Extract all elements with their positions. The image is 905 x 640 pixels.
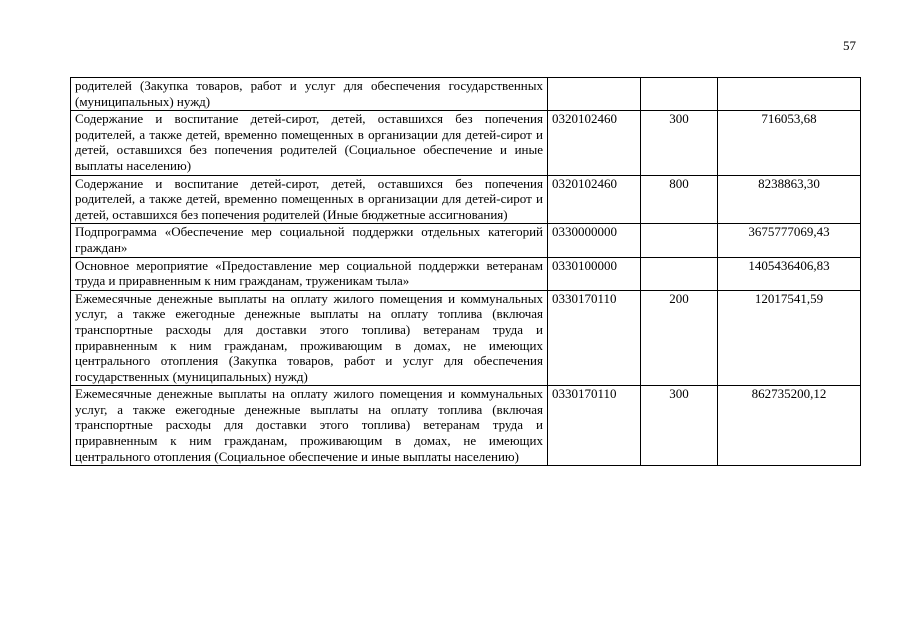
row-name-cell: Ежемесячные денежные выплаты на оплату жилого помещения и коммунальных услуг, а также ежегодные денежные выплаты на оплату топлива (включая транспортные расходы для доставки этого топлива) ветеранам труда и приравненным к ним гражданам, проживающим в домах, не имеющих центрального отопления (Закупка товаров, работ и услуг для обеспечения государственных (муниципальных) нужд) — [71, 290, 548, 386]
row-code-cell: 0330000000 — [548, 224, 641, 257]
row-amount-cell: 1405436406,83 — [718, 257, 861, 290]
row-expense-type-cell — [641, 224, 718, 257]
row-expense-type-cell: 200 — [641, 290, 718, 386]
row-name-cell: Основное мероприятие «Предоставление мер социальной поддержки ветеранам труда и приравненным к ним гражданам, труженикам тыла» — [71, 257, 548, 290]
row-name-cell: Содержание и воспитание детей-сирот, детей, оставшихся без попечения родителей, а также детей, временно помещенных в организации для детей-сирот и детей, оставшихся без попечения родителей (Социальное обеспечение и иные выплаты населению) — [71, 111, 548, 175]
row-code-cell: 0330170110 — [548, 290, 641, 386]
table-row — [71, 78, 861, 111]
row-amount-cell: 12017541,59 — [718, 290, 861, 386]
table-row — [71, 386, 861, 466]
table-row — [71, 175, 861, 224]
row-expense-type-cell: 800 — [641, 175, 718, 224]
row-expense-type-cell: 300 — [641, 386, 718, 466]
row-name-cell: родителей (Закупка товаров, работ и услуг для обеспечения государственных (муниципальных) нужд) — [71, 78, 548, 111]
row-amount-cell: 862735200,12 — [718, 386, 861, 466]
row-name-cell: Содержание и воспитание детей-сирот, детей, оставшихся без попечения родителей, а также детей, временно помещенных в организации для детей-сирот и детей, оставшихся без попечения родителей (Иные бюджетные ассигнования) — [71, 175, 548, 224]
row-amount-cell: 3675777069,43 — [718, 224, 861, 257]
budget-table — [70, 77, 861, 466]
table-row — [71, 224, 861, 257]
row-name-cell: Подпрограмма «Обеспечение мер социальной поддержки отдельных категорий граждан» — [71, 224, 548, 257]
row-code-cell: 0320102460 — [548, 111, 641, 175]
row-expense-type-cell: 300 — [641, 111, 718, 175]
row-amount-cell: 716053,68 — [718, 111, 861, 175]
row-code-cell: 0320102460 — [548, 175, 641, 224]
table-row — [71, 290, 861, 386]
row-code-cell: 0330170110 — [548, 386, 641, 466]
row-name-cell: Ежемесячные денежные выплаты на оплату жилого помещения и коммунальных услуг, а также ежегодные денежные выплаты на оплату топлива (включая транспортные расходы для доставки этого топлива) ветеранам труда и приравненным к ним гражданам, проживающим в домах, не имеющих центрального отопления (Социальное обеспечение и иные выплаты населению) — [71, 386, 548, 466]
page-number: 57 — [843, 38, 856, 53]
row-code-cell: 0330100000 — [548, 257, 641, 290]
row-amount-cell: 8238863,30 — [718, 175, 861, 224]
table-row — [71, 257, 861, 290]
row-expense-type-cell — [641, 257, 718, 290]
table-row — [71, 111, 861, 175]
row-expense-type-cell — [641, 78, 718, 111]
row-amount-cell — [718, 78, 861, 111]
row-code-cell — [548, 78, 641, 111]
